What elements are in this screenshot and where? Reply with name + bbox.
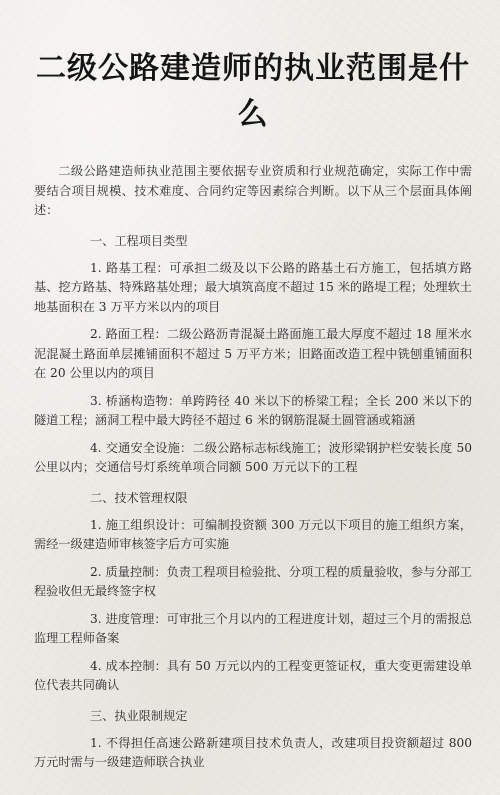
list-item: 4. 成本控制：具有 50 万元以内的工程变更签证权，重大变更需建设单位代表共同确认 — [34, 658, 472, 692]
list-item: 1. 路基工程：可承担二级及以下公路的路基土石方施工，包括填方路基、挖方路基、特殊路基处理；最大填筑高度不超过 15 米的路堤工程；处理软土地基面积在 3 万平方米以内的项目 — [34, 260, 472, 314]
list-item: 2. 质量控制：负责工程项目检验批、分项工程的质量验收，参与分部工程验收但无最终签字权 — [34, 564, 472, 598]
page-title: 二级公路建造师的执业范围是什么 — [36, 51, 470, 132]
section-heading: 三、执业限制规定 — [90, 708, 188, 723]
section-technical-authority — [34, 488, 472, 696]
section-heading: 一、工程项目类型 — [90, 233, 188, 248]
list-item: 1. 施工组织设计：可编制投资额 300 万元以下项目的施工组织方案，需经一级建造师审核签字后方可实施 — [34, 517, 472, 551]
list-item: 2. 路面工程：二级公路沥青混凝土路面施工最大厚度不超过 18 厘米水泥混凝土路面单层摊铺面积不超过 5 万平方米；旧路面改造工程中铣刨重铺面积在 20 公里以内的项目 — [34, 327, 472, 380]
list-item: 3. 桥涵构造物：单跨跨径 40 米以下的桥梁工程；全长 200 米以下的隧道工程；涵洞工程中最大跨径不超过 6 米的钢筋混凝土圆管涵或箱涵 — [34, 393, 472, 427]
list-item: 4. 交通安全设施：二级公路标志标线施工；波形梁钢护栏安装长度 50 公里以内；交通信号灯系统单项合同额 500 万元以下的工程 — [34, 440, 472, 474]
intro-paragraph: 二级公路建造师执业范围主要依据专业资质和行业规范确定，实际工作中需要结合项目规模、技术难度、合同约定等因素综合判断。以下从三个层面具体阐述： — [34, 164, 472, 217]
list-item: 1. 不得担任高速公路新建项目技术负责人，改建项目投资额超过 800 万元时需与一级建造师联合执业 — [34, 735, 472, 769]
section-heading: 二、技术管理权限 — [90, 490, 188, 505]
list-item: 3. 进度管理：可审批三个月以内的工程进度计划，超过三个月的需报总监理工程师备案 — [34, 611, 472, 645]
section-practice-restrictions — [34, 706, 472, 773]
section-project-types — [34, 231, 472, 478]
